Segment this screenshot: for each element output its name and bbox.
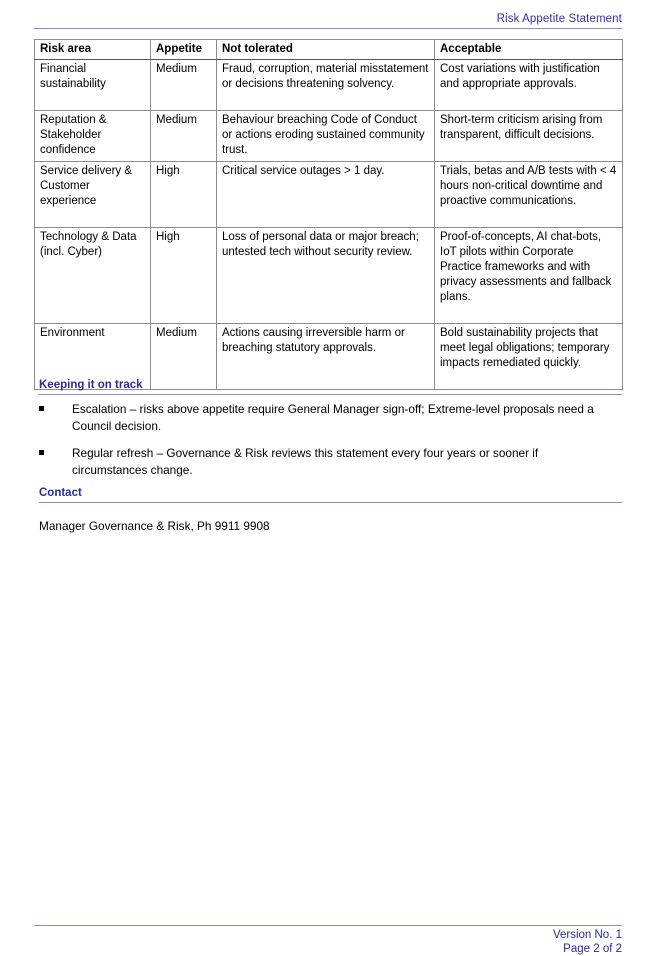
footer-page-number: Page 2 of 2 <box>563 943 622 955</box>
cell-acceptable: Cost variations with justification and appropriate approvals. <box>435 60 623 111</box>
column-header-appetite: Appetite <box>151 40 217 60</box>
list-item <box>34 445 622 478</box>
cell-appetite: Medium <box>151 111 217 162</box>
cell-risk-area: Service delivery & Customer experience <box>35 162 151 228</box>
section-keeping-it-on-track <box>39 378 622 395</box>
column-header-risk-area: Risk area <box>35 40 151 60</box>
square-bullet-icon <box>34 445 72 462</box>
table-row <box>35 60 623 111</box>
cell-not-tolerated: Fraud, corruption, material misstatement or decisions threatening solvency. <box>217 60 435 111</box>
list-item-text: Escalation – risks above appetite require General Manager sign-off; Extreme-level proposals need a Council decision. <box>72 402 594 433</box>
keeping-on-track-list <box>34 401 622 489</box>
risk-appetite-table <box>34 39 623 390</box>
table-row <box>35 111 623 162</box>
section-heading-contact: Contact <box>39 487 82 499</box>
cell-acceptable: Short-term criticism arising from transparent, difficult decisions. <box>435 111 623 162</box>
cell-risk-area: Environment <box>35 324 151 390</box>
cell-not-tolerated: Loss of personal data or major breach; untested tech without security review. <box>217 228 435 324</box>
footer-text-block <box>34 926 622 956</box>
page-header <box>34 12 622 29</box>
column-header-not-tolerated: Not tolerated <box>217 40 435 60</box>
section-divider <box>39 502 622 503</box>
contact-details-text: Manager Governance & Risk, Ph 9911 9908 <box>39 519 270 533</box>
cell-appetite: Medium <box>151 60 217 111</box>
cell-risk-area: Reputation & Stakeholder confidence <box>35 111 151 162</box>
section-heading-keeping-it-on-track: Keeping it on track <box>39 379 143 391</box>
header-divider <box>34 28 622 29</box>
cell-risk-area: Technology & Data (incl. Cyber) <box>35 228 151 324</box>
table-row <box>35 162 623 228</box>
column-header-acceptable: Acceptable <box>435 40 623 60</box>
cell-risk-area: Financial sustainability <box>35 60 151 111</box>
cell-appetite: High <box>151 228 217 324</box>
cell-acceptable: Proof-of-concepts, AI chat-bots, IoT pilots within Corporate Practice frameworks and with privacy assessments and fallback plans. <box>435 228 623 324</box>
table-row <box>35 228 623 324</box>
cell-not-tolerated: Actions causing irreversible harm or breaching statutory approvals. <box>217 324 435 390</box>
square-bullet-icon <box>34 401 72 418</box>
section-contact <box>39 486 622 503</box>
cell-appetite: High <box>151 162 217 228</box>
list-item <box>34 401 622 434</box>
cell-not-tolerated: Behaviour breaching Code of Conduct or actions eroding sustained community trust. <box>217 111 435 162</box>
cell-acceptable: Bold sustainability projects that meet legal obligations; temporary impacts remediated quickly. <box>435 324 623 390</box>
header-title: Risk Appetite Statement <box>496 13 622 25</box>
table-header-row <box>35 40 623 60</box>
cell-acceptable: Trials, betas and A/B tests with < 4 hours non-critical downtime and proactive communications. <box>435 162 623 228</box>
list-item-text: Regular refresh – Governance & Risk reviews this statement every four years or sooner if circumstances change. <box>72 446 539 477</box>
footer-version: Version No. 1 <box>552 929 622 941</box>
cell-not-tolerated: Critical service outages > 1 day. <box>217 162 435 228</box>
section-divider <box>39 394 622 395</box>
page-footer <box>34 925 622 956</box>
cell-appetite: Medium <box>151 324 217 390</box>
